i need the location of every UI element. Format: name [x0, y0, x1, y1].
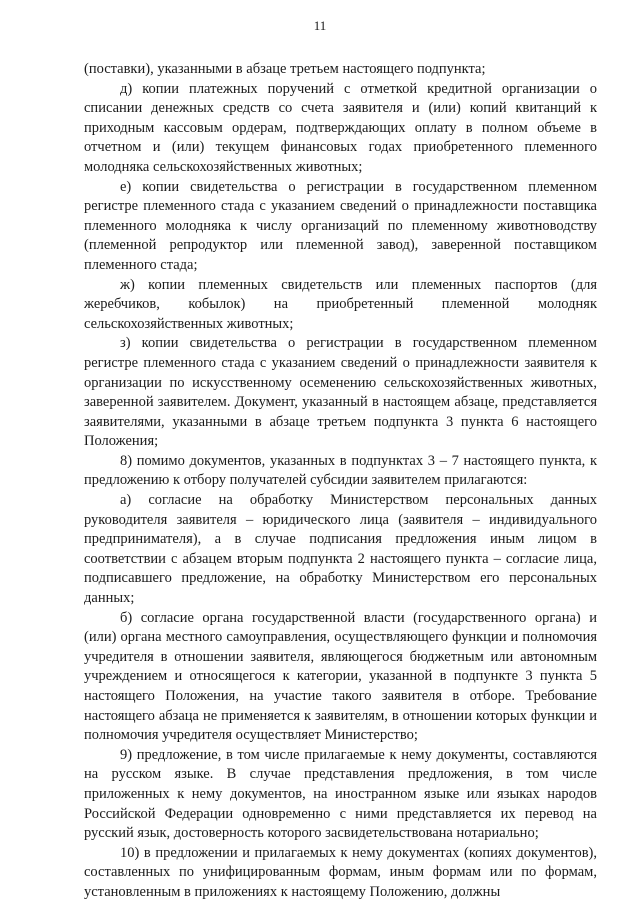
document-body — [84, 60, 597, 903]
page-number: 11 — [313, 18, 327, 33]
paragraph-item-10: 10) в предложении и прилагаемых к нему документах (копиях документов), составленных по унифицированным формам, иным формам или по формам, установленным в приложениях к настоящему Положению, должны — [84, 844, 597, 900]
paragraph-d: д) копии платежных поручений с отметкой кредитной организации о списании денежных средств со счета заявителя и (или) копий квитанций к приходным кассовым ордерам, подтверждающих оплату в полном объеме в отчетном и (или) текущем финансовых годах приобретенного племенного молодняка сельскохозяйственных животных; — [84, 80, 597, 175]
paragraph-z: з) копии свидетельства о регистрации в государственном племенном регистре племенного стада с указанием сведений о принадлежности заявителя к организации по искусственному осеменению сельскохозяйственных животных, заверенной заявителем. Документ, указанный в настоящем абзаце, представляется заявителями, указанными в абзаце третьем подпункта 3 пункта 6 настоящего Положения; — [84, 335, 597, 450]
paragraph-item-8: 8) помимо документов, указанных в подпунктах 3 – 7 настоящего пункта, к предложению к отбору получателей субсидии заявителем прилагаются: — [84, 452, 597, 489]
paragraph-continuation: (поставки), указанными в абзаце третьем настоящего подпункта; — [84, 61, 486, 77]
paragraph-b: б) согласие органа государственной власти (государственного органа) и (или) органа местного самоуправления, осуществляющего функции и полномочия учредителя в отношении заявителя, являющегося бюджетным или автономным учреждением и относящегося к категории, указанной в подпункте 3 пункта 5 настоящего Положения, на участие такого заявителя в отборе. Требование настоящего абзаца не применяется к заявителям, в отношении которых функции и полномочия учредителя осуществляет Министерство; — [84, 609, 597, 744]
paragraph-a: а) согласие на обработку Министерством персональных данных руководителя заявителя – юридического лица (заявителя – индивидуального предпринимателя), а в случае подписания предложения иным лицом в соответствии с абзацем вторым подпункта 2 настоящего пункта – согласие лица, подписавшего предложение, на обработку Министерством его персональных данных; — [84, 492, 597, 607]
paragraph-zh: ж) копии племенных свидетельств или племенных паспортов (для жеребчиков, кобылок) на приобретенный племенной молодняк сельскохозяйственных животных; — [84, 276, 597, 332]
paragraph-e: е) копии свидетельства о регистрации в государственном племенном регистре племенного стада с указанием сведений о принадлежности поставщика племенного молодняка к числу организаций по племенному животноводству (племенной репродуктор или племенной завод), заверенной поставщиком племенного стада; — [84, 178, 597, 273]
paragraph-item-9: 9) предложение, в том числе прилагаемые к нему документы, составляются на русском языке. В случае представления предложения, в том числе приложенных к нему документов, на иностранном языке или языках народов Российской Федерации одновременно с ними представляется их перевод на русский язык, достоверность которого засвидетельствована нотариально; — [84, 746, 597, 842]
